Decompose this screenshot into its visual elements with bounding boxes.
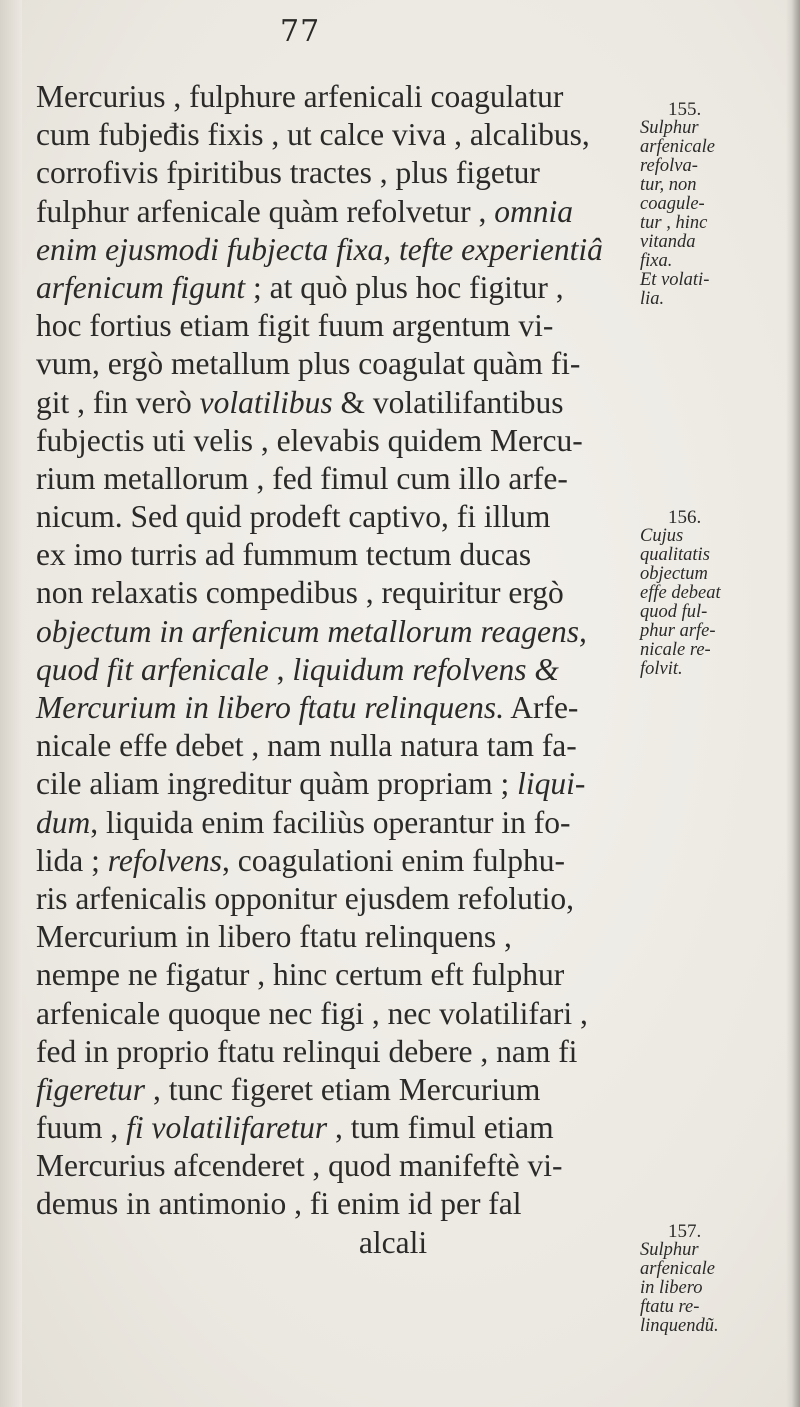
italic-text-run: volatilibus	[199, 384, 333, 420]
text-run: hoc fortius etiam figit fuum argentum vi-	[36, 308, 554, 344]
margin-note-157	[640, 1222, 792, 1336]
text-run: fulphur arfenicale quàm refolvetur ,	[36, 193, 495, 229]
margin-note-line: objectum	[640, 564, 708, 584]
margin-note-155	[640, 100, 792, 309]
text-line	[36, 193, 636, 231]
margin-note-line: Et volati-	[640, 270, 710, 290]
margin-note-line: ftatu re-	[640, 1297, 700, 1317]
text-run: Mercurium in libero ftatu relinquens ,	[36, 919, 512, 955]
text-run: arfenicale quoque nec figi , nec volatilifari ,	[36, 995, 588, 1031]
margin-note-line: tur , hinc	[640, 213, 708, 233]
margin-note-line: arfenicale	[640, 1259, 716, 1279]
text-line	[36, 765, 636, 803]
text-run: ,	[268, 651, 293, 687]
text-run: , tum fimul etiam	[327, 1110, 554, 1146]
italic-text-run: arfenicum figunt	[36, 269, 246, 305]
margin-note-line: tur, non	[640, 175, 697, 195]
italic-text-run: omnia	[494, 193, 574, 229]
text-run: corrofivis fpiritibus tractes , plus figetur	[36, 155, 540, 191]
margin-note-line: effe debeat	[640, 583, 721, 603]
text-line	[36, 1109, 636, 1147]
text-line	[36, 307, 636, 345]
text-run: fed in proprio ftatu relinqui debere , nam fi	[36, 1033, 578, 1069]
text-line	[36, 613, 636, 651]
text-run: , coagulationi enim fulphu-	[222, 842, 565, 878]
text-run: git , fin verò	[36, 384, 200, 420]
margin-note-line: Sulphur	[640, 1240, 699, 1260]
margin-note-line: arfenicale	[640, 137, 716, 157]
text-run: & volatilifantibus	[332, 384, 564, 420]
text-run: Mercurius , fulphure arfenicali coagulatur	[36, 79, 564, 114]
text-line	[36, 269, 636, 307]
text-run: nicale effe debet , nam nulla natura tam fa-	[36, 728, 577, 764]
text-run: non relaxatis compedibus , requiritur ergò	[36, 575, 564, 611]
text-line	[36, 460, 636, 498]
text-run: rium metallorum , fed fimul cum illo arfe-	[36, 460, 568, 496]
text-run: vum, ergò metallum plus coagulat quàm fi-	[36, 346, 581, 382]
text-run: Arfe-	[504, 690, 579, 725]
text-line	[36, 842, 636, 880]
text-line	[36, 116, 636, 154]
italic-text-run: enim ejusmodi fubjecta fixa, tefte experientiâ	[36, 231, 603, 267]
text-run: demus in antimonio , fi enim id per fal	[36, 1186, 522, 1222]
margin-note-number: 157.	[668, 1221, 702, 1242]
text-run: , tunc figeret etiam Mercurium	[145, 1071, 541, 1107]
margin-note-number: 155.	[668, 99, 702, 120]
margin-note-line: nicale re-	[640, 640, 711, 660]
italic-text-run: liquidum refolvens &	[292, 651, 559, 687]
text-line	[36, 574, 636, 612]
text-line	[36, 880, 636, 918]
margin-note-line: coagule-	[640, 194, 705, 214]
text-line	[36, 384, 636, 422]
text-line	[36, 689, 636, 727]
italic-text-run: quod fit arfenicale	[36, 651, 269, 687]
text-line	[36, 995, 636, 1033]
margin-note-line: lia.	[640, 289, 665, 309]
margin-note-line: fixa.	[640, 251, 673, 271]
text-run: ex imo turris ad fummum tectum ducas	[36, 537, 532, 573]
margin-note-number: 156.	[668, 507, 702, 528]
text-line	[36, 1147, 636, 1185]
text-line	[36, 345, 636, 383]
margin-note-line: phur arfe-	[640, 621, 716, 641]
margin-note-line: quod ful-	[640, 602, 708, 622]
italic-text-run: refolvens	[107, 842, 223, 878]
text-run: cile aliam ingreditur quàm propriam ;	[36, 766, 518, 802]
text-run: nempe ne figatur , hinc certum eft fulphur	[36, 957, 565, 993]
text-line	[36, 1033, 636, 1071]
text-line	[36, 498, 636, 536]
text-run: cum fubjeđis fixis , ut calce viva , alcalibus,	[36, 117, 590, 153]
italic-text-run: fi volatilifaretur	[126, 1110, 328, 1146]
main-text-block	[36, 78, 636, 1262]
text-run: ris arfenicalis opponitur ejusdem refolutio,	[36, 880, 574, 916]
text-line	[36, 1071, 636, 1109]
text-line	[36, 956, 636, 994]
margin-note-line: refolva-	[640, 156, 698, 176]
text-run: alcali	[36, 1224, 428, 1260]
text-run: ; at quò plus hoc figitur ,	[245, 269, 564, 305]
page-gutter-shadow	[0, 0, 22, 1407]
text-run: , liquida enim faciliùs operantur in fo-	[90, 804, 571, 840]
text-run: lida ;	[36, 842, 108, 878]
margin-note-line: linquendũ.	[640, 1316, 719, 1336]
margin-note-line: vitanda	[640, 232, 696, 252]
page-number: 77	[280, 14, 321, 49]
italic-text-run: objectum in arfenicum metallorum reagens,	[36, 613, 587, 649]
text-line	[36, 422, 636, 460]
margin-note-line: qualitatis	[640, 545, 710, 565]
text-line	[36, 1224, 636, 1262]
text-run: Mercurius afcenderet , quod manifeftè vi-	[36, 1148, 563, 1184]
text-line	[36, 536, 636, 574]
text-line	[36, 651, 636, 689]
text-line	[36, 78, 636, 116]
text-line	[36, 1185, 636, 1223]
italic-text-run: figeretur	[36, 1071, 146, 1107]
margin-note-line: in libero	[640, 1278, 703, 1298]
text-run: fuum ,	[36, 1110, 127, 1146]
text-line	[36, 231, 636, 269]
italic-text-run: Mercurium in libero ftatu relinquens.	[36, 690, 505, 725]
text-run: nicum. Sed quid prodeft captivo, fi illum	[36, 499, 551, 535]
text-line	[36, 918, 636, 956]
text-line	[36, 804, 636, 842]
margin-note-line: folvit.	[640, 659, 683, 679]
italic-text-run: liqui-	[517, 766, 586, 802]
text-line	[36, 727, 636, 765]
text-run: fubjectis uti velis , elevabis quidem Mercu-	[36, 422, 583, 458]
margin-note-line: Sulphur	[640, 118, 699, 138]
margin-note-156	[640, 508, 792, 679]
text-line	[36, 154, 636, 192]
margin-note-line: Cujus	[640, 526, 684, 546]
italic-text-run: dum	[36, 804, 91, 840]
